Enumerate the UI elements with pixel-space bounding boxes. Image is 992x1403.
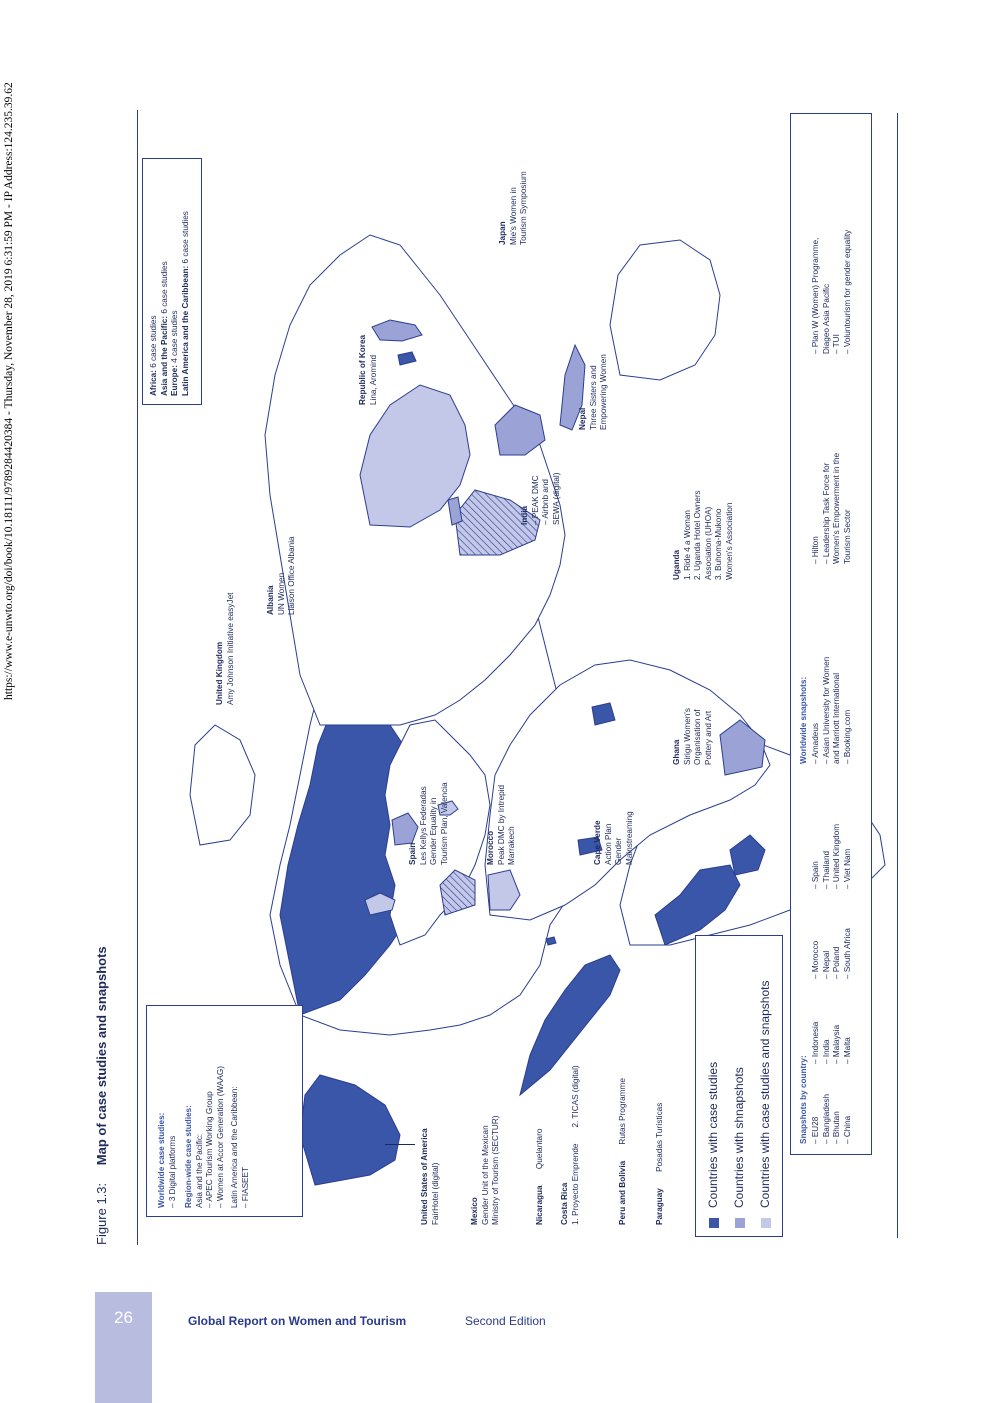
callout-korea: Republic of Korea Lina, Aromind xyxy=(358,334,378,405)
figure-label: Figure 1.3: xyxy=(94,1182,109,1245)
legend-row: Countries with case studies xyxy=(700,981,726,1228)
callout-usa xyxy=(420,1128,441,1225)
callout-nepal: Nepal Three Sisters and Empowering Women xyxy=(578,354,608,430)
page-number: 26 xyxy=(114,1308,133,1327)
callout-morocco: Morocco Peak DMC by Intrepid Marrakech xyxy=(486,784,516,865)
usa-name: United States of America xyxy=(420,1128,429,1225)
asia-item: – APEC Tourism Working Group xyxy=(205,1091,214,1208)
legend-swatch-snapshot xyxy=(735,1218,745,1228)
region-heading: Region-wide case studies: xyxy=(184,1105,193,1208)
snapshots-col: – Spain – Thailand – United Kingdom – Viet Nam xyxy=(811,823,852,889)
snapshots-box xyxy=(790,113,872,1155)
callout-paraguay: Paraguay Posadas Turísticas xyxy=(655,1102,664,1225)
asia-item: – Women at Accor Generation (WAAG) xyxy=(215,1066,225,1208)
callout-costa-rica: Costa Rica 1. Proyecto Emprende2. TICAS (digital) xyxy=(560,1065,580,1225)
cape-verde-shape xyxy=(546,937,556,945)
latam-label: Latin America and the Caribbean: xyxy=(230,1086,239,1208)
snapshots-col: – EU28 – Bangladesh – Bhutan – China xyxy=(811,1093,852,1144)
legend-swatch-case xyxy=(709,1218,719,1228)
totals-line: Europe: 4 case studies xyxy=(170,310,179,396)
snapshots-col: – Morocco – Nepal – Poland – South Africa xyxy=(811,928,852,979)
figure-title: Map of case studies and snapshots xyxy=(94,946,109,1166)
worldwide-item: – 3 Digital platforms xyxy=(167,1135,177,1208)
alaska-shape xyxy=(300,1075,400,1185)
asia-label: Asia and the Pacific: xyxy=(194,1133,204,1208)
worldwide-snap-col: – Plan W (Women) Programme, Diageo Asia Pacific – TUI – Voluntourism for gender equality xyxy=(811,229,852,354)
latam-item: – FIASEET xyxy=(240,1167,250,1208)
worldwide-snap-col: – Amadeus – Asian University for Women and Marriott International – Booking.com xyxy=(811,656,852,764)
snapshots-col: – Indonesia – India – Malaysia – Malta xyxy=(811,1021,852,1064)
totals-line: Latin America and the Caribbean: 6 case studies xyxy=(180,211,190,396)
legend-swatch-both xyxy=(761,1218,771,1228)
callout-peru-bolivia: Peru and Bolivia Rutas Programme xyxy=(618,1078,627,1225)
figure-caption xyxy=(94,946,109,1245)
callout-spain: Spain Les Kellys Federadas Gender Equality in Tourism Plan, Valencia xyxy=(408,782,449,865)
url-stamp-text: https://www.e-unwto.org/doi/book/10.18111/9789284420384 - Thursday, November 28, 2019 6:31:59 PM - IP Address:124.235.39.62 xyxy=(3,82,15,700)
callout-uk: United Kingdom Amy Johnson Initiative easyJet xyxy=(215,592,235,705)
callout-india: India – PEAK DMC – Airbnb and SEWA (digital) xyxy=(520,472,561,525)
figure-rotated xyxy=(94,110,900,1245)
usa-leader xyxy=(385,1144,415,1145)
worldwide-snapshots-heading: Worldwide snapshots: xyxy=(799,676,808,764)
callout-albania: Albania UN Women Liaison Office Albania xyxy=(266,536,296,615)
callout-uganda: Uganda 1. Ride 4 a Woman 2. Uganda Hotel Owners Association (UHOA) 3. Buhoma-Mukono Women's Association xyxy=(672,490,734,580)
australia-shape xyxy=(610,240,720,380)
legend-box xyxy=(695,935,783,1237)
report-title: Global Report on Women and Tourism xyxy=(188,1314,407,1328)
worldwide-snap-col: – Hilton – Leadership Task Force for Women's Empowerment in the Tourism Sector xyxy=(811,452,852,564)
title-rule xyxy=(137,110,138,1245)
totals-line: Asia and the Pacific: 6 case studies xyxy=(159,261,169,396)
legend-row: Countries with case studies and snapshots xyxy=(752,981,778,1228)
callout-ghana: Ghana Sirigu Women's Organisation of Pottery and Art xyxy=(672,708,713,765)
usa-item: FairHotel (digital) xyxy=(430,1162,440,1225)
worldwide-box xyxy=(146,1005,303,1217)
snapshots-country-heading: Snapshots by country: xyxy=(799,1055,808,1144)
legend-row: Countries with shnapshots xyxy=(726,981,752,1228)
totals-box xyxy=(142,158,202,405)
callout-mexico: Mexico Gender Unit of the Mexican Ministry of Tourism (SECTUR) xyxy=(470,1115,500,1225)
edition: Second Edition xyxy=(465,1314,546,1328)
worldwide-heading: Worldwide case studies: xyxy=(157,1112,166,1208)
greenland-shape xyxy=(190,725,255,845)
callout-nicaragua: Nicaragua Quelantaro xyxy=(535,1128,544,1225)
callout-cape-verde: Cape Verde Action Plan Gender Mainstreaming xyxy=(593,811,634,865)
totals-line: Africa: 6 case studies xyxy=(149,315,158,396)
callout-japan: Japan Mie's Women in Tourism Symposium xyxy=(498,171,528,245)
